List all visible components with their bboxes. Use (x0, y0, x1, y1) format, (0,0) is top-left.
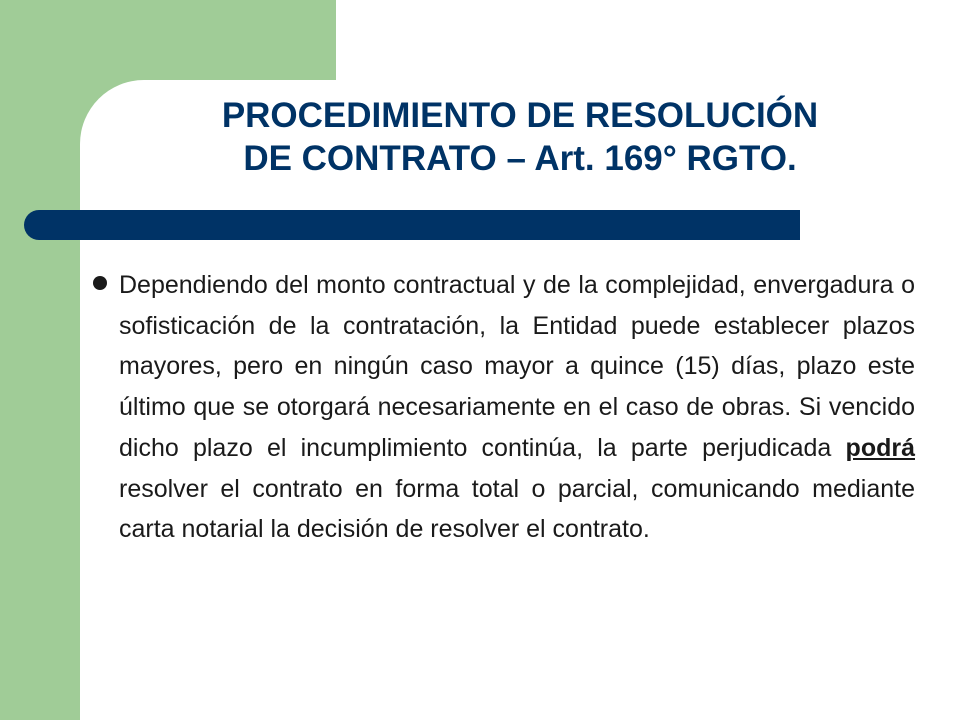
paragraph-text-end: resolver el contrato en forma total o parcial, comunicando mediante carta notarial la decisión de resolver el contrato. (119, 474, 915, 544)
paragraph-text-start: Dependiendo del monto contractual y de la complejidad, envergadura o sofisticación de la contratación, la Entidad puede establecer plazos mayores, pero en ningún caso mayor a quince (15) días, plazo este último que se otorgará necesariamente en el caso de obras. Si vencido dicho plazo el incumplimiento continúa, la parte perjudicada (119, 271, 915, 462)
title-line-1: PROCEDIMIENTO DE RESOLUCIÓN (221, 96, 819, 135)
round-bullet-icon (93, 276, 107, 290)
emphasized-word: podrá (845, 433, 915, 462)
title-underline-bar (24, 210, 800, 240)
bullet-paragraph (119, 265, 915, 550)
title-line-2: DE CONTRATO – Art. 169° RGTO. (243, 139, 797, 178)
slide-title (80, 94, 960, 180)
